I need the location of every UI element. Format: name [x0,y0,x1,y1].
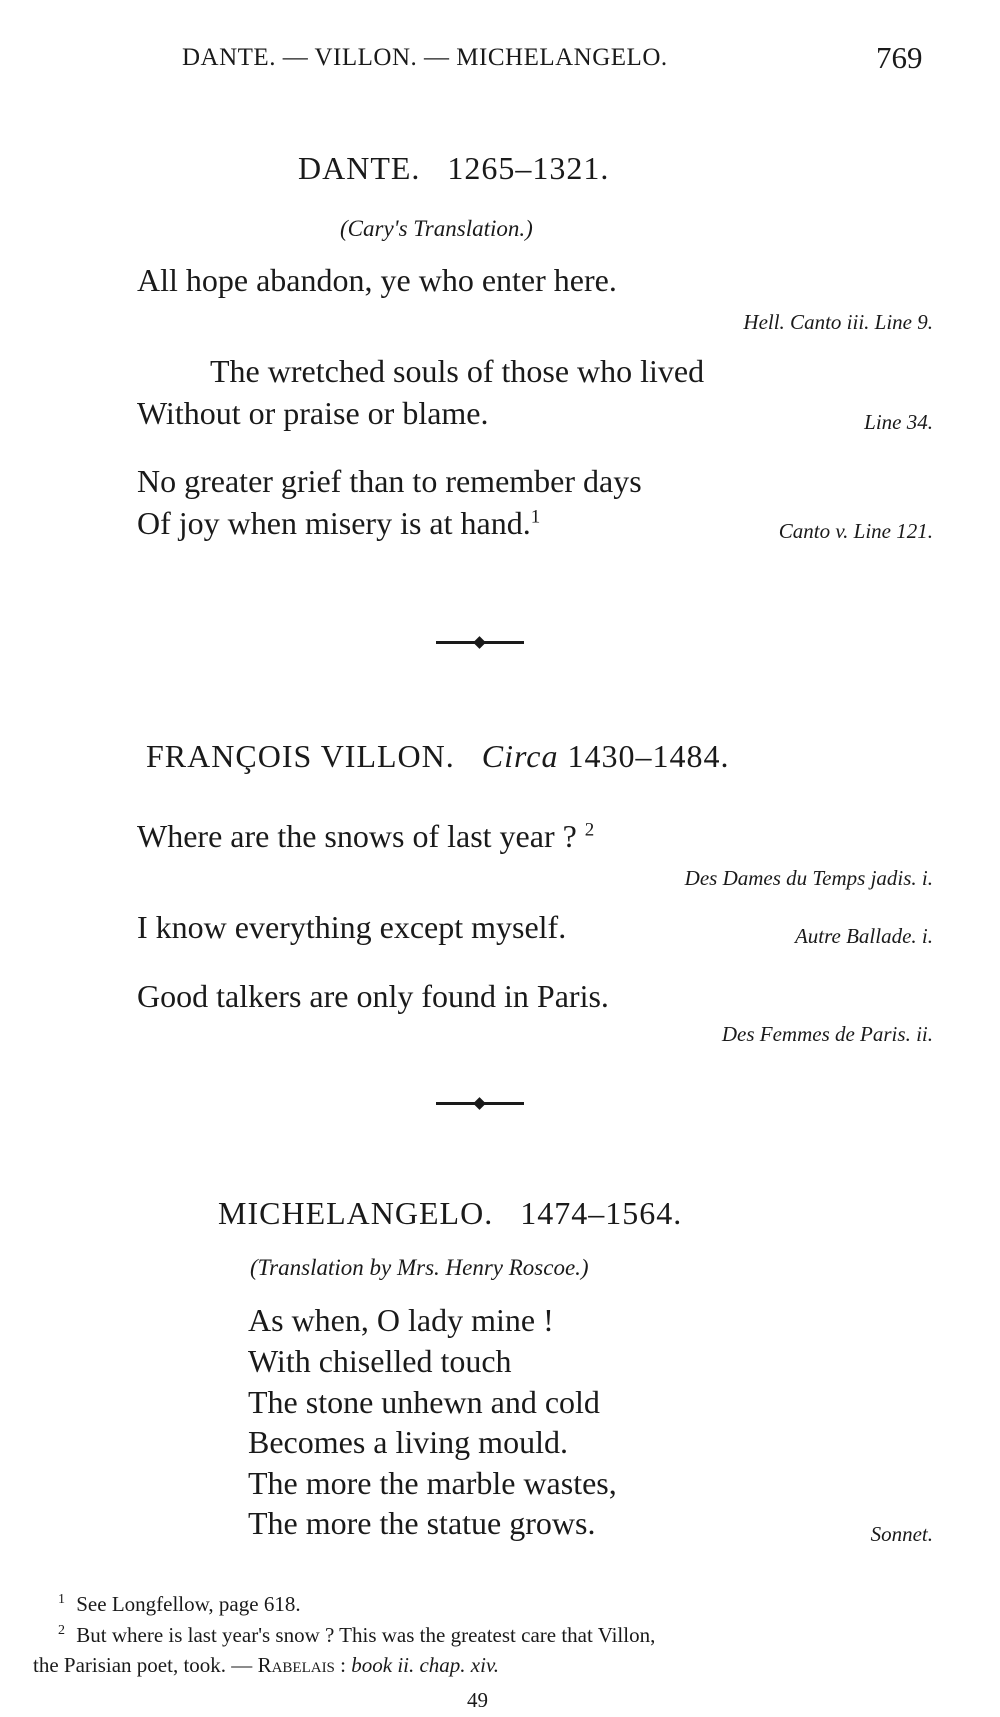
footnote-text: See Longfellow, page 618. [76,1592,301,1616]
section-heading-michelangelo [218,1195,682,1232]
quote-line [137,505,540,542]
page-number: 769 [876,40,923,75]
divider-ornament [473,636,486,649]
quote: Good talkers are only found in Paris. [137,978,609,1014]
citation: Des Dames du Temps jadis. i. [684,866,933,890]
quote-line: The wretched souls of those who lived [210,353,705,389]
citation: Des Femmes de Paris. ii. [721,1022,933,1046]
author-dates: 1430–1484. [567,738,730,774]
poem-line: Becomes a living mould. [248,1424,568,1460]
quote-line: Without or praise or blame. [137,395,489,431]
footnote-2 [58,1623,655,1648]
author-name: DANTE. [298,150,421,186]
poem-line: The more the marble wastes, [248,1465,617,1501]
footnote-ref: 1 [530,506,541,528]
translation-note: (Translation by Mrs. Henry Roscoe.) [250,1255,589,1280]
translation-note: (Cary's Translation.) [340,216,533,241]
quote-text: Of joy when misery is at hand. [137,505,531,541]
author-dates: 1474–1564. [520,1195,683,1231]
footnote-source: book ii. chap. xiv. [351,1653,499,1677]
footnote-mark: 2 [58,1623,65,1638]
footnote-mark: 1 [58,1592,65,1607]
author-name: FRANÇOIS VILLON. [146,738,455,774]
footnote-2-continued [33,1653,499,1678]
citation: Line 34. [864,410,933,434]
section-heading-villon [146,738,729,775]
author-name: MICHELANGELO. [218,1195,494,1231]
footnote-1 [58,1592,301,1617]
poem-line: As when, O lady mine ! [248,1302,554,1338]
poem-line: With chiselled touch [248,1343,512,1379]
quote [137,818,594,855]
citation: Canto v. Line 121. [778,519,933,543]
footnote-text: : [334,1653,352,1677]
divider-ornament [473,1097,486,1110]
quote-text: Where are the snows of last year ? [137,818,577,854]
footnote-ref: 2 [584,819,595,841]
section-heading-dante [298,150,609,187]
poem-line: The more the statue grows. [248,1505,596,1541]
quote-line: No greater grief than to remember days [137,463,642,499]
citation: Sonnet. [870,1522,933,1546]
quote: All hope abandon, ye who enter here. [137,262,617,298]
circa-label: Circa [481,738,559,774]
citation: Autre Ballade. i. [794,924,933,948]
footnote-text: But where is last year's snow ? This was the greatest care that Villon, [76,1623,656,1647]
footnote-author: Rabelais [257,1653,335,1677]
poem-line: The stone unhewn and cold [248,1384,600,1420]
citation: Hell. Canto iii. Line 9. [743,310,933,334]
signature-mark: 49 [467,1688,488,1712]
running-header: DANTE. — VILLON. — MICHELANGELO. [182,44,668,71]
author-dates: 1265–1321. [447,150,610,186]
quote: I know everything except myself. [137,909,567,945]
footnote-text: the Parisian poet, took. — [33,1653,258,1677]
